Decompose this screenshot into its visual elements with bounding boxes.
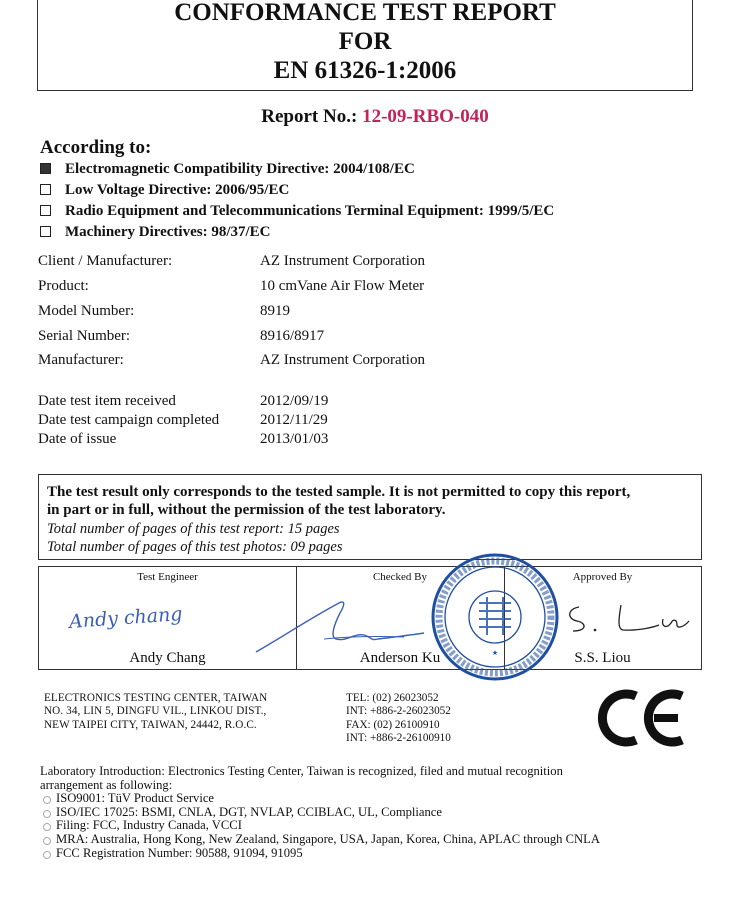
date-received-value: 2012/09/19 (260, 393, 329, 409)
directive-label: Low Voltage Directive: 2006/95/EC (65, 182, 290, 198)
approved-signature-mark (559, 597, 694, 642)
address-line: ELECTRONICS TESTING CENTER, TAIWAN (44, 692, 268, 704)
approved-name: S.S. Liou (574, 650, 631, 666)
directive-rtte (40, 201, 554, 221)
client-label: Client / Manufacturer: (38, 253, 173, 269)
date-received-label: Date test item received (38, 393, 176, 409)
date-completed-value: 2012/11/29 (260, 412, 328, 428)
report-number (0, 106, 750, 128)
approved-heading: Approved By (572, 571, 633, 583)
svg-text:★: ★ (491, 649, 499, 657)
directive-label: Electromagnetic Compatibility Directive: 2004/108/EC (65, 161, 415, 177)
directive-label: Machinery Directives: 98/37/EC (65, 224, 271, 240)
checkbox-unchecked (40, 226, 51, 237)
checked-name: Anderson Ku (359, 650, 441, 666)
lab-contact (346, 692, 451, 746)
report-standard: EN 61326-1:2006 (273, 57, 457, 84)
notice-line-1: The test result only corresponds to the tested sample. It is not permitted to copy this report, (47, 484, 631, 500)
directive-machinery (40, 222, 271, 242)
date-completed-label: Date test campaign completed (38, 412, 220, 428)
checkbox-unchecked (40, 184, 51, 195)
intro-text-2: arrangement as following: (40, 777, 173, 792)
report-title: CONFORMANCE TEST REPORT (174, 0, 556, 26)
client-value: AZ Instrument Corporation (260, 253, 425, 269)
lab-introduction (40, 765, 660, 860)
checked-heading: Checked By (372, 571, 428, 583)
ce-mark-icon (596, 688, 688, 748)
fax-int: INT: +886-2-26100910 (346, 732, 451, 745)
serial-value: 8916/8917 (260, 328, 325, 344)
intro-item: ISO/IEC 17025: BSMI, CNLA, DGT, NVLAP, CCIBLAC, UL, Compliance (40, 806, 660, 820)
model-value: 8919 (260, 303, 290, 319)
address-line: NO. 34, LIN 5, DINGFU VIL., LINKOU DIST., (44, 705, 267, 718)
directive-emc (40, 159, 415, 179)
model-label: Model Number: (38, 303, 135, 319)
date-issue-value: 2013/01/03 (260, 431, 329, 447)
pages-photos: Total number of pages of this test photos: 09 pages (47, 539, 343, 555)
intro-item: FCC Registration Number: 90588, 91094, 91095 (40, 847, 660, 861)
lab-address (44, 692, 267, 732)
serial-label: Serial Number: (38, 328, 131, 344)
engineer-heading: Test Engineer (137, 571, 198, 583)
directive-lvd (40, 180, 289, 200)
checkbox-unchecked (40, 205, 51, 216)
notice-line-2: in part or in full, without the permission of the test laboratory. (47, 502, 446, 518)
engineer-name: Andy Chang (129, 650, 206, 666)
intro-item: ISO9001: TüV Product Service (40, 792, 660, 806)
pages-report: Total number of pages of this test report: 15 pages (47, 521, 340, 537)
directive-label: Radio Equipment and Telecommunications Terminal Equipment: 1999/5/EC (65, 203, 555, 219)
report-number-label: Report No.: (261, 106, 358, 127)
tel: TEL: (02) 26023052 (346, 692, 439, 704)
product-value: 10 cmVane Air Flow Meter (260, 278, 425, 294)
report-number-value: 12-09-RBO-040 (362, 106, 489, 127)
report-title-for: FOR (338, 28, 392, 55)
address-line: NEW TAIPEI CITY, TAIWAN, 24442, R.O.C. (44, 718, 257, 731)
date-issue-label: Date of issue (38, 431, 117, 447)
product-label: Product: (38, 278, 89, 294)
tel-int: INT: +886-2-26023052 (346, 705, 451, 718)
intro-item: Filing: FCC, Industry Canada, VCCI (40, 819, 660, 833)
engineer-signature: Andy chang (68, 603, 184, 633)
checked-signature (254, 597, 454, 657)
fax: FAX: (02) 26100910 (346, 718, 440, 731)
title-box (37, 0, 693, 91)
according-heading: According to: (40, 137, 152, 158)
intro-text: Laboratory Introduction: Electronics Testing Center, Taiwan is recognized, filed and mutual recognition (40, 764, 563, 778)
manufacturer-value: AZ Instrument Corporation (260, 352, 425, 368)
signature-table (38, 566, 702, 670)
checkbox-checked (40, 163, 51, 174)
intro-item: MRA: Australia, Hong Kong, New Zealand, Singapore, USA, Japan, Korea, China, APLAC through CNLA (40, 833, 660, 847)
notice-box (38, 474, 702, 560)
manufacturer-label: Manufacturer: (38, 352, 124, 368)
